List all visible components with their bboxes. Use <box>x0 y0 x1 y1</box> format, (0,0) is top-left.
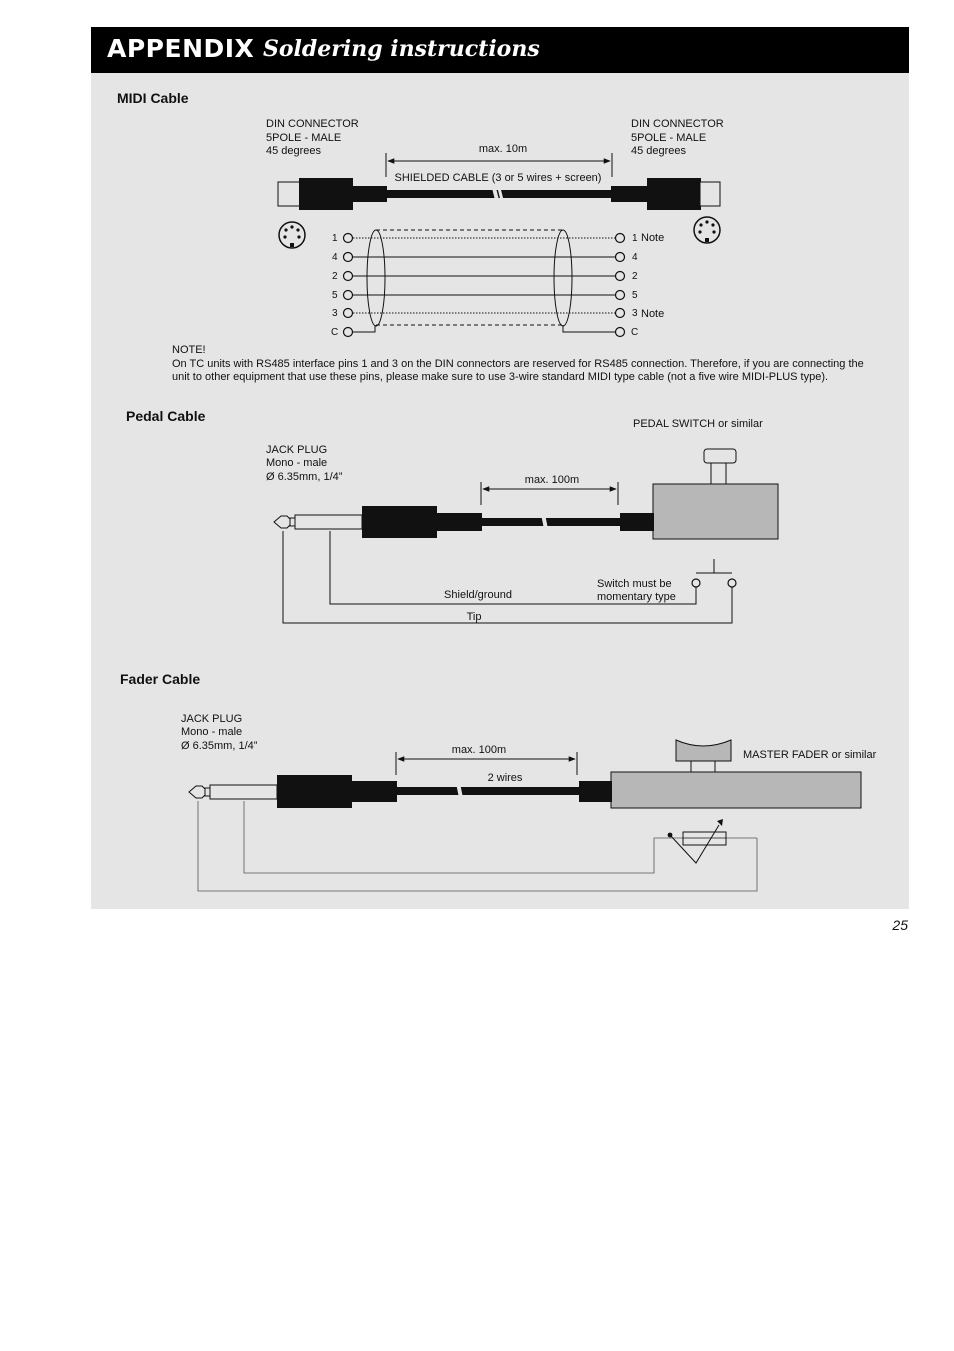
midi-cable-section <box>117 90 864 383</box>
pedal-jack-line1: JACK PLUG <box>266 444 328 456</box>
midi-note-line1: On TC units with RS485 interface pins 1 and 3 on the DIN connectors are reserved for RS485 connection. Therefore, if you are connecting the <box>172 358 864 370</box>
pin1-note-mark: Note <box>641 232 665 244</box>
pedal-wiring <box>283 531 736 623</box>
pin-left-2: 2 <box>332 271 338 282</box>
pin-right-c: C <box>631 327 639 338</box>
pin-right-1: 1 <box>632 233 638 244</box>
fader-jack-line2: Mono - male <box>181 726 243 738</box>
pedal-shield-label: Shield/ground <box>444 589 512 601</box>
pin-right-2: 2 <box>632 271 638 282</box>
master-fader-label: MASTER FADER or similar <box>743 749 877 761</box>
fader-cable-title: Fader Cable <box>120 671 201 687</box>
pin-left-c: C <box>331 327 339 338</box>
din-connector-left-icon <box>279 222 305 248</box>
midi-pin-wiring <box>331 230 664 338</box>
pedal-switch-note-line2: momentary type <box>597 591 676 603</box>
pin-right-3: 3 <box>632 308 638 319</box>
page-number: 25 <box>892 917 908 933</box>
midi-cable-label: SHIELDED CABLE (3 or 5 wires + screen) <box>394 172 602 184</box>
pin3-note-mark: Note <box>641 308 665 320</box>
pedal-jack-line3: Ø 6.35mm, 1/4” <box>266 471 343 483</box>
header-title: APPENDIX <box>107 34 255 63</box>
pedal-switch-device <box>653 449 778 539</box>
header-bar <box>91 27 909 73</box>
midi-note-line2: unit to other equipment that use these pins, please make sure to use 3-wire standard MIDI type cable (not a five wire MIDI-PLUS type). <box>172 371 829 383</box>
header-subtitle: Soldering instructions <box>263 36 540 62</box>
midi-left-connector-line1: DIN CONNECTOR <box>266 118 359 130</box>
wiring-diagrams <box>91 73 909 909</box>
pedal-switch-note-line1: Switch must be <box>597 578 672 590</box>
midi-left-connector-line3: 45 degrees <box>266 145 322 157</box>
pin-left-3: 3 <box>332 308 338 319</box>
fader-max-length: max. 100m <box>451 744 507 756</box>
midi-right-connector-line2: 5POLE - MALE <box>631 132 707 144</box>
pedal-tip-label: Tip <box>466 611 482 623</box>
midi-left-connector-line2: 5POLE - MALE <box>266 132 342 144</box>
fader-jack-line1: JACK PLUG <box>181 713 243 725</box>
fader-wires-label: 2 wires <box>487 772 523 784</box>
pin-right-5: 5 <box>632 290 638 301</box>
fader-cable-section <box>120 671 877 891</box>
pedal-jack-line2: Mono - male <box>266 457 328 469</box>
pedal-cable-title: Pedal Cable <box>126 408 206 424</box>
pedal-max-length: max. 100m <box>524 474 580 486</box>
potentiometer-symbol <box>683 832 726 845</box>
midi-right-connector-line1: DIN CONNECTOR <box>631 118 724 130</box>
fader-jack-line3: Ø 6.35mm, 1/4” <box>181 740 258 752</box>
midi-max-length: max. 10m <box>478 143 528 155</box>
pedal-cable-section <box>126 408 778 623</box>
pin-right-4: 4 <box>632 252 638 263</box>
midi-right-connector-line3: 45 degrees <box>631 145 687 157</box>
fader-jack-plug <box>189 775 612 808</box>
diagram-panel <box>91 73 909 909</box>
pin-left-1: 1 <box>332 233 338 244</box>
din-connector-right-icon <box>694 217 720 243</box>
pin-left-4: 4 <box>332 252 338 263</box>
pin-left-5: 5 <box>332 290 338 301</box>
fader-wiring <box>198 801 757 891</box>
pedal-switch-label: PEDAL SWITCH or similar <box>633 418 763 430</box>
midi-cable-title: MIDI Cable <box>117 90 189 106</box>
pedal-jack-plug <box>274 506 654 538</box>
midi-note-title: NOTE! <box>172 344 206 356</box>
